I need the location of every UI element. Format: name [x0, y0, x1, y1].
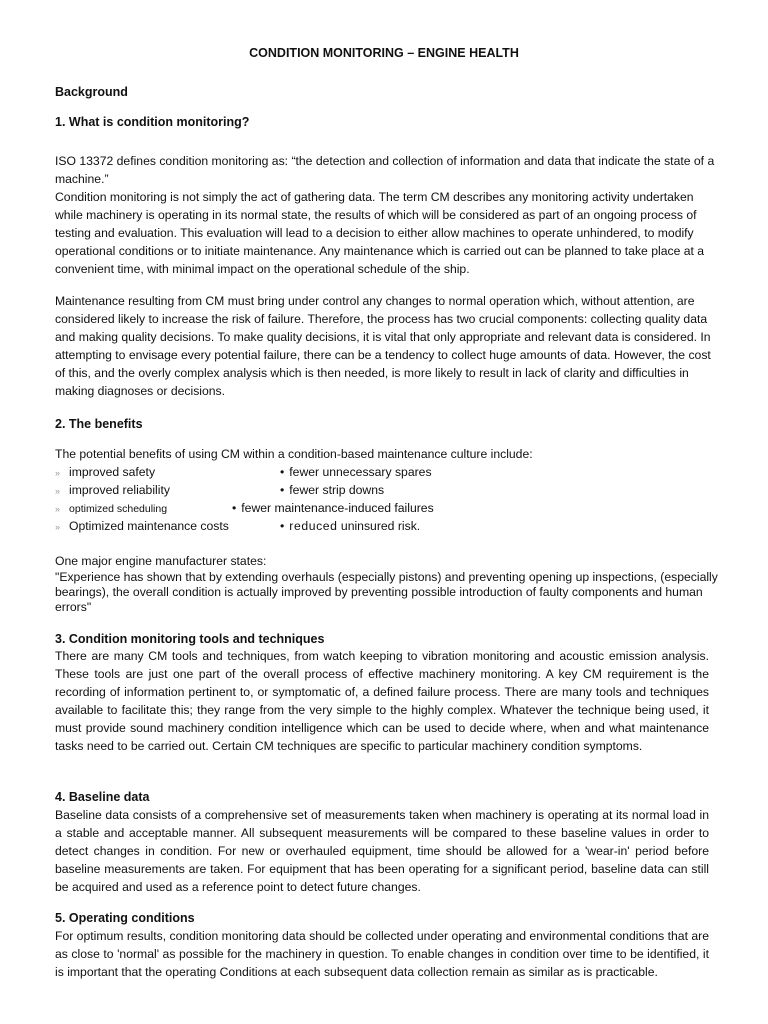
benefit-item-left: » Optimized maintenance costs — [55, 519, 229, 533]
section-2-heading: 2. The benefits — [55, 417, 143, 431]
bullet-icon: » — [55, 468, 61, 478]
benefit-item-left: » optimized scheduling — [55, 503, 168, 515]
section-5-paragraph: For optimum results, condition monitoring data should be collected under operating and environmental conditions that are as close to 'normal' as possible for the machinery in question. To enable changes in condition over time to be identified, it is important that the operating Conditions at each subsequent data collection remain as similar as is practicable. — [55, 929, 709, 979]
benefit-item-right: • fewer maintenance-induced failures — [232, 501, 434, 515]
benefits-intro: The potential benefits of using CM within a condition-based maintenance culture include: — [55, 447, 533, 461]
section-3-heading: 3. Condition monitoring tools and techniques — [55, 632, 325, 646]
section-1-paragraph-3: Maintenance resulting from CM must bring under control any changes to normal operation which, without attention, are considered likely to increase the risk of failure. Therefore, the process has two crucial components: collecting quality data and making quality decisions. To make quality decisions, it is vital that only appropriate and relevant data is considered. In attempting to envisage every potential failure, there can be a tendency to collect huge amounts of data. However, the cost of this, and the overly complex analysis which is then needed, is more likely to result in lack of clarity and difficulties in making diagnoses or decisions. — [55, 294, 711, 398]
quote-intro: One major engine manufacturer states: — [55, 554, 267, 568]
bullet-icon: » — [55, 504, 61, 514]
bullet-icon: • — [232, 501, 237, 515]
section-3-paragraph: There are many CM tools and techniques, from watch keeping to vibration monitoring and acoustic emission analysis. These tools are just one part of the overall process of effective machinery monitoring. A key CM requirement is the recording of information pertinent to, or symptomatic of, a defined failure process. There are many tools and techniques available to facilitate this; they range from the very simple to the highly complex. Whatever the technique being used, it must provide sound machinery condition intelligence which can be used to decide where, when and what maintenance tasks need to be carried out. Certain CM techniques are specific to particular machinery condition symptoms. — [55, 649, 709, 753]
section-1-paragraph-2: Condition monitoring is not simply the act of gathering data. The term CM describes any monitoring activity undertaken while machinery is operating in its normal state, the results of which will be considered as part of an ongoing process of testing and evaluation. This evaluation will lead to a decision to either allow machines to operate unhindered, to modify operational conditions or to initiate maintenance. Any maintenance which is carried out can be planned to take place at a convenient time, with minimal impact on the operational schedule of the ship. — [55, 190, 705, 276]
section-5-heading: 5. Operating conditions — [55, 911, 195, 925]
bullet-icon: » — [55, 522, 61, 532]
document-title: CONDITION MONITORING – ENGINE HEALTH — [249, 46, 519, 60]
section-4-heading: 4. Baseline data — [55, 790, 150, 804]
bullet-icon: • — [280, 519, 285, 533]
benefit-item-right: • reduced uninsured risk. — [280, 519, 421, 533]
benefit-item-right: • fewer unnecessary spares — [280, 465, 432, 479]
bullet-icon: • — [280, 465, 285, 479]
background-heading: Background — [55, 85, 128, 99]
bullet-icon: • — [280, 483, 285, 497]
section-1-heading: 1. What is condition monitoring? — [55, 115, 250, 129]
bullet-icon: » — [55, 486, 61, 496]
benefit-item-left: » improved reliability — [55, 483, 170, 497]
section-4-paragraph: Baseline data consists of a comprehensive set of measurements taken when machinery is operating at its normal load in a stable and acceptable manner. All subsequent measurements will be compared to these baseline values in order to detect changes in condition. For new or overhauled equipment, time should be allowed for a 'wear-in' period before baseline measurements are taken. For equipment that has been operating for a significant period, baseline data can still be acquired and used as a reference point to detect future changes. — [55, 808, 709, 894]
benefit-item-right: • fewer strip downs — [280, 483, 385, 497]
manufacturer-quote: "Experience has shown that by extending overhauls (especially pistons) and preventing opening up inspections, (especially bearings), the overall condition is actually improved by preventing possible introduction of faulty components and human errors" — [55, 570, 718, 614]
benefit-item-left: » improved safety — [55, 465, 156, 479]
section-1-paragraph-1: ISO 13372 defines condition monitoring as: “the detection and collection of information and data that indicate the state of a machine.” — [55, 154, 715, 186]
